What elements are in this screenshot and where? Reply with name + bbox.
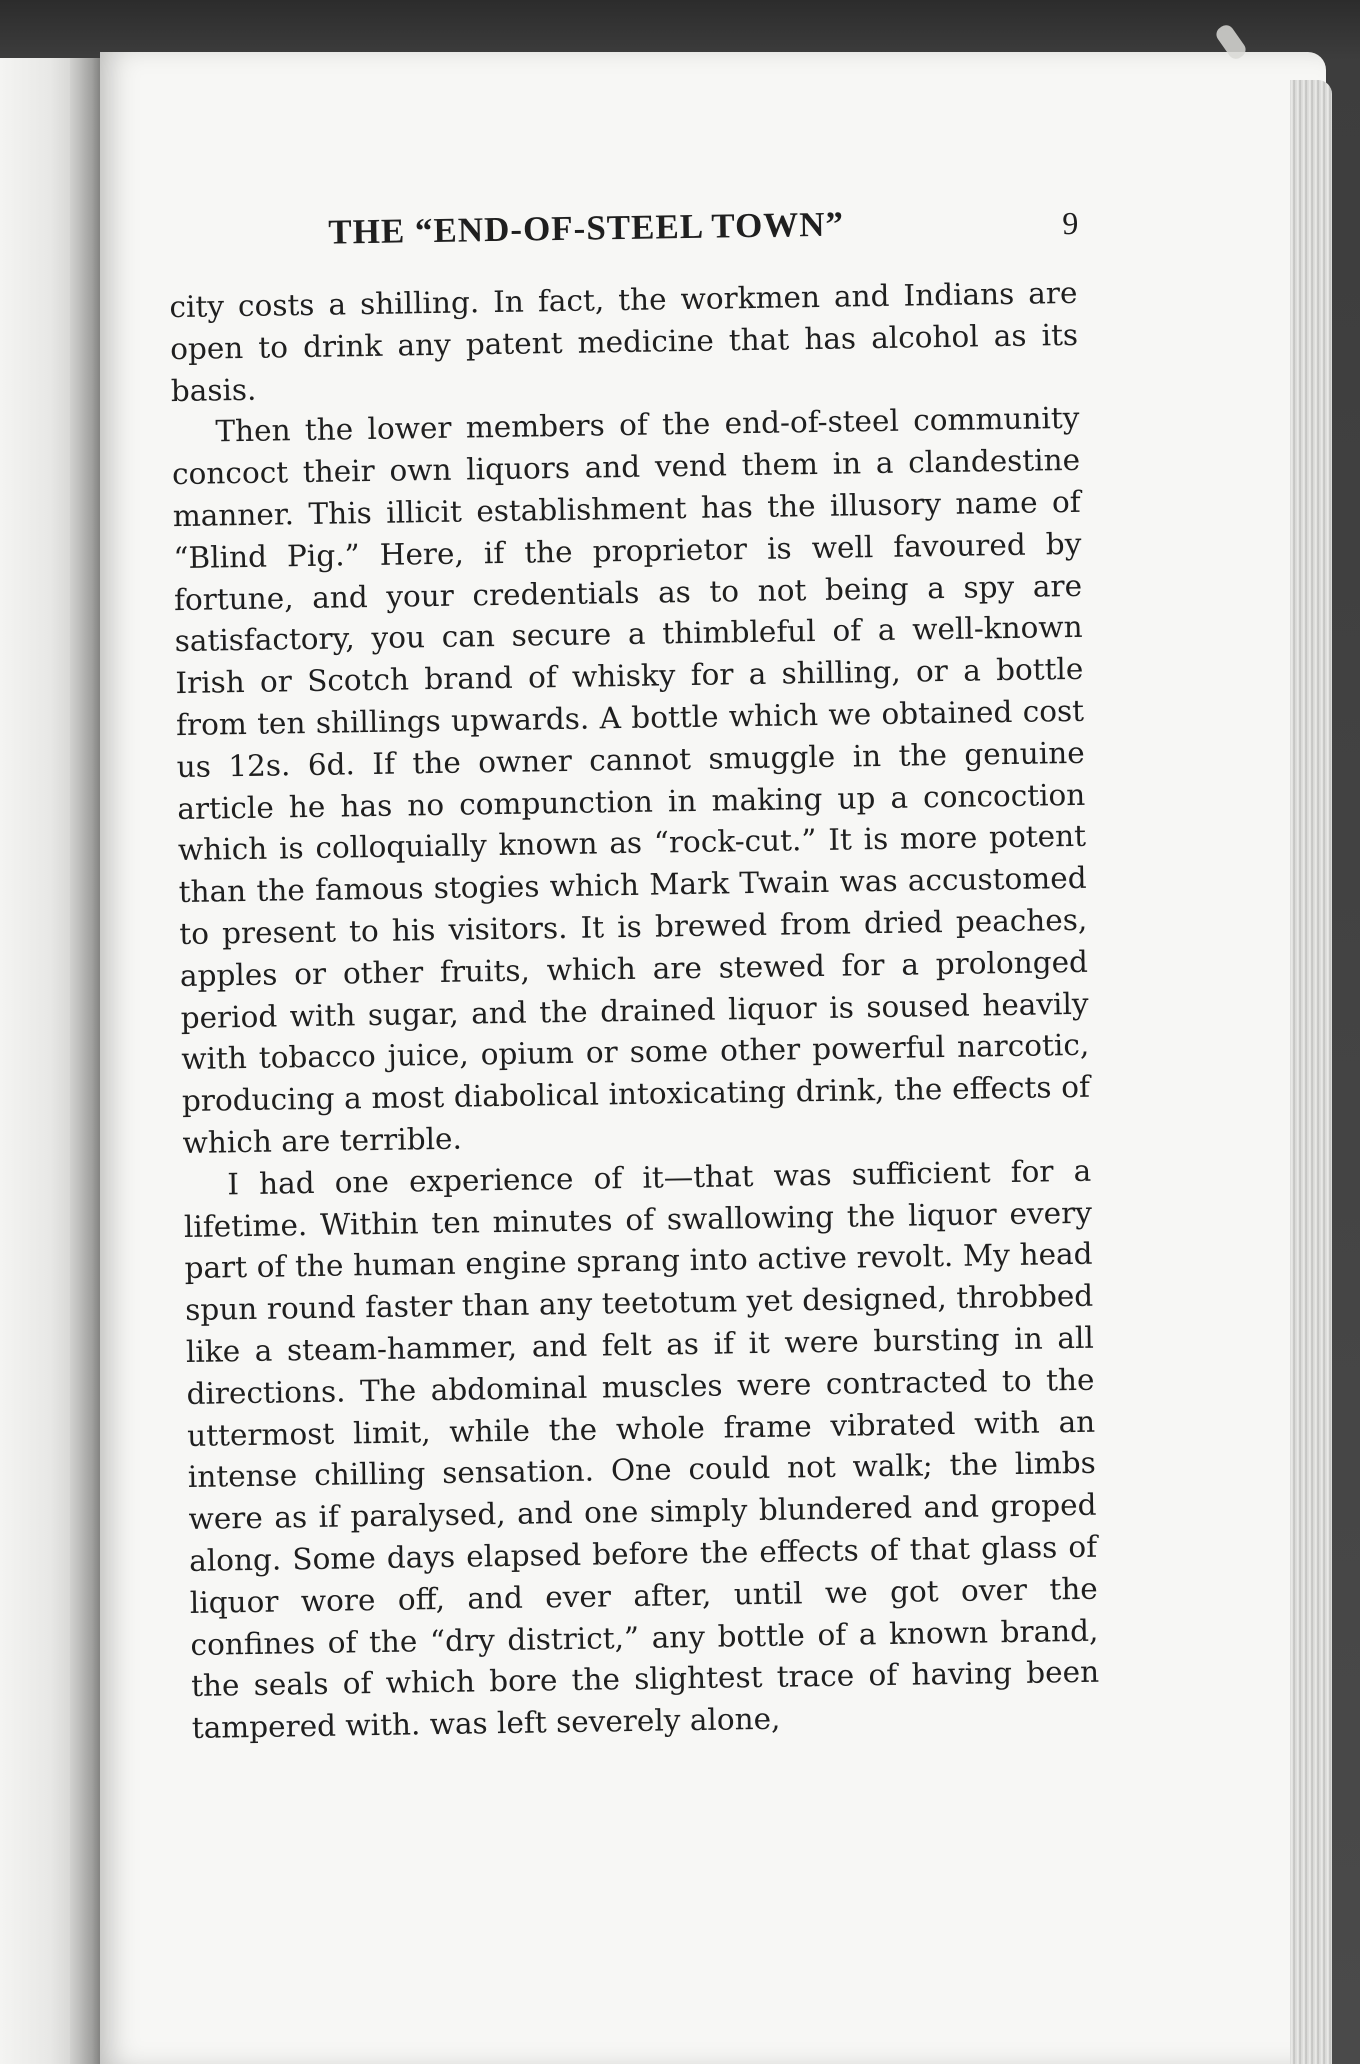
paragraph-2: Then the lower members of the end-of-steel community concoct their own liquors and vend them in a clandestine manner. This illicit establishment has the illusory name of “Blind Pig.” Here, if the proprietor is well favoured by fortune, and your credentials as to not being a spy are satisfactory, you can secure a thimbleful of a well-known Irish or Scotch brand of whisky for a shilling, or a bottle from ten shillings upwards. A bottle which we obtained cost us 12s. 6d. If the owner cannot smuggle in the genuine article he has no compunction in making up a concoction which is colloquially known as “rock-cut.” It is more potent than the famous stogies which Mark Twain was accustomed to present to his visitors. It is brewed from dried peaches, apples or other fruits, which are stewed for a prolonged period with sugar, and the drained liquor is soused heavily with tobacco juice, opium or some other powerful narcotic, producing a most diabolical intoxicating drink, the effects of which are terrible.: [171, 401, 1091, 1160]
page-content: [168, 201, 1102, 1855]
paragraph-1: city costs a shilling. In fact, the workmen and Indians are open to drink any patent medicine that has alcohol as its basis.: [169, 275, 1079, 408]
page-edges: [1290, 80, 1332, 2064]
page-number: 9: [1062, 204, 1079, 242]
running-head: [168, 201, 1077, 287]
running-title: THE “END-OF-STEEL TOWN”: [328, 204, 845, 252]
left-page-edge: [0, 58, 100, 2064]
paragraph-3: I had one experience of it—that was sufficient for a lifetime. Within ten minutes of swallowing the liquor every part of the human engine sprang into active revolt. My head spun round faster than any teetotum yet designed, throbbed like a steam-hammer, and felt as if it were bursting in all directions. The abdominal muscles were contracted to the uttermost limit, while the whole frame vibrated with an intense chilling sensation. One could not walk; the limbs were as if paralysed, and one simply blundered and groped along. Some days elapsed before the effects of that glass of liquor wore off, and ever after, until we got over the confines of the “dry district,” any bottle of a known brand, the seals of which bore the slightest trace of having been tampered with. was left severely alone,: [183, 1153, 1100, 1746]
